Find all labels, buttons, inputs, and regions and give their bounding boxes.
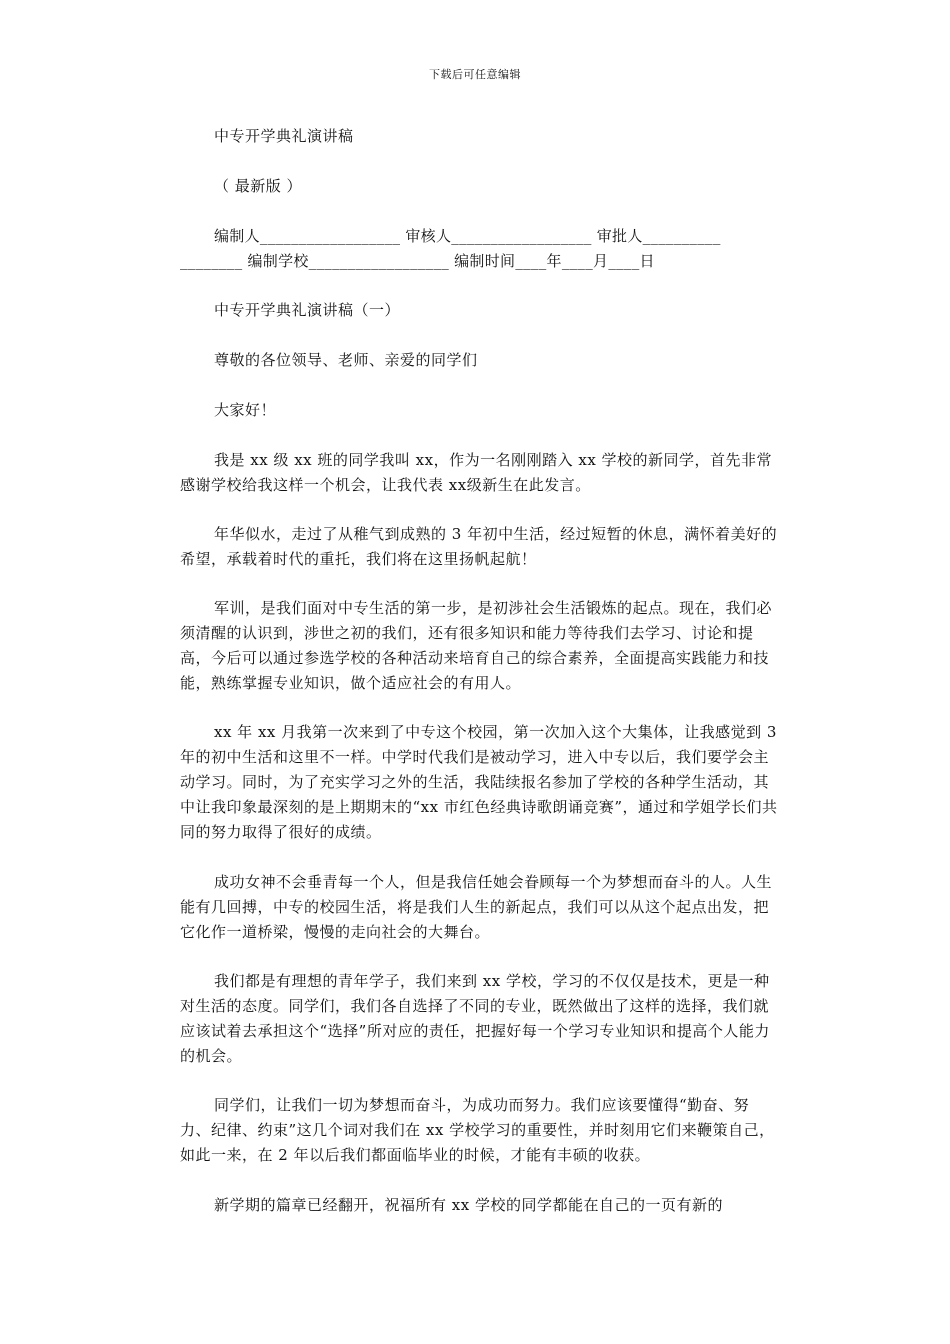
paragraph: 同学们，让我们一切为梦想而奋斗，为成功而努力。我们应该要懂得“勤奋、努力、纪律、约束”这几个词对我们在 xx 学校学习的重要性，并时刻用它们来鞭策自己，如此一来，在 2 年以后我们都面临毕业的时候，才能有丰硕的收获。 [180, 1096, 775, 1164]
info-line-editors: 编制人__________________ 审核人__________________ 审批人__________ [214, 227, 721, 245]
paragraph: 年华似水，走过了从稚气到成熟的 3 年初中生活，经过短暂的休息，满怀着美好的希望，承载着时代的重托，我们将在这里扬帆起航！ [180, 525, 778, 568]
info-line-school-date: ________ 编制学校__________________ 编制时间____年____月____日 [180, 252, 655, 270]
paragraph: 新学期的篇章已经翻开，祝福所有 xx 学校的同学都能在自己的一页有新的 [214, 1196, 723, 1214]
salutation: 尊敬的各位领导、老师、亲爱的同学们 [214, 351, 478, 369]
section-title: 中专开学典礼演讲稿（一） [214, 301, 401, 319]
paragraph: 成功女神不会垂青每一个人，但是我信任她会眷顾每一个为梦想而奋斗的人。人生能有几回搏，中专的校园生活，将是我们人生的新起点，我们可以从这个起点出发，把它化作一道桥梁，慢慢的走向社会的大舞台。 [180, 873, 773, 941]
greeting: 大家好！ [214, 401, 277, 419]
paragraph: xx 年 xx 月我第一次来到了中专这个校园，第一次加入这个大集体，让我感觉到 3 年的初中生活和这里不一样。中学时代我们是被动学习，进入中专以后，我们要学会主动学习。同时，为了充实学习之外的生活，我陆续报名参加了学校的各种学生活动，其中让我印象最深刻的是上期期末的“xx 市红色经典诗歌朗诵竞赛”，通过和学姐学长们共同的努力取得了很好的成绩。 [180, 723, 778, 841]
edition-label: （ 最新版 ） [214, 177, 303, 195]
doc-title: 中专开学典礼演讲稿 [214, 127, 354, 145]
paragraph: 我们都是有理想的青年学子，我们来到 xx 学校，学习的不仅仅是技术，更是一种对生活的态度。同学们，我们各自选择了不同的专业，既然做出了这样的选择，我们就应该试着去承担这个“选择”所对应的责任，把握好每一个学习专业知识和提高个人能力的机会。 [180, 972, 770, 1065]
paragraph: 我是 xx 级 xx 班的同学我叫 xx，作为一名刚刚踏入 xx 学校的新同学，首先非常感谢学校给我这样一个机会，让我代表 xx级新生在此发言。 [180, 451, 773, 494]
header-note: 下载后可任意编辑 [429, 68, 521, 81]
paragraph: 军训，是我们面对中专生活的第一步，是初涉社会生活锻炼的起点。现在，我们必须清醒的认识到，涉世之初的我们，还有很多知识和能力等待我们去学习、讨论和提高，今后可以通过参选学校的各种活动来培育自己的综合素养，全面提高实践能力和技能，熟练掌握专业知识，做个适应社会的有用人。 [180, 599, 773, 692]
